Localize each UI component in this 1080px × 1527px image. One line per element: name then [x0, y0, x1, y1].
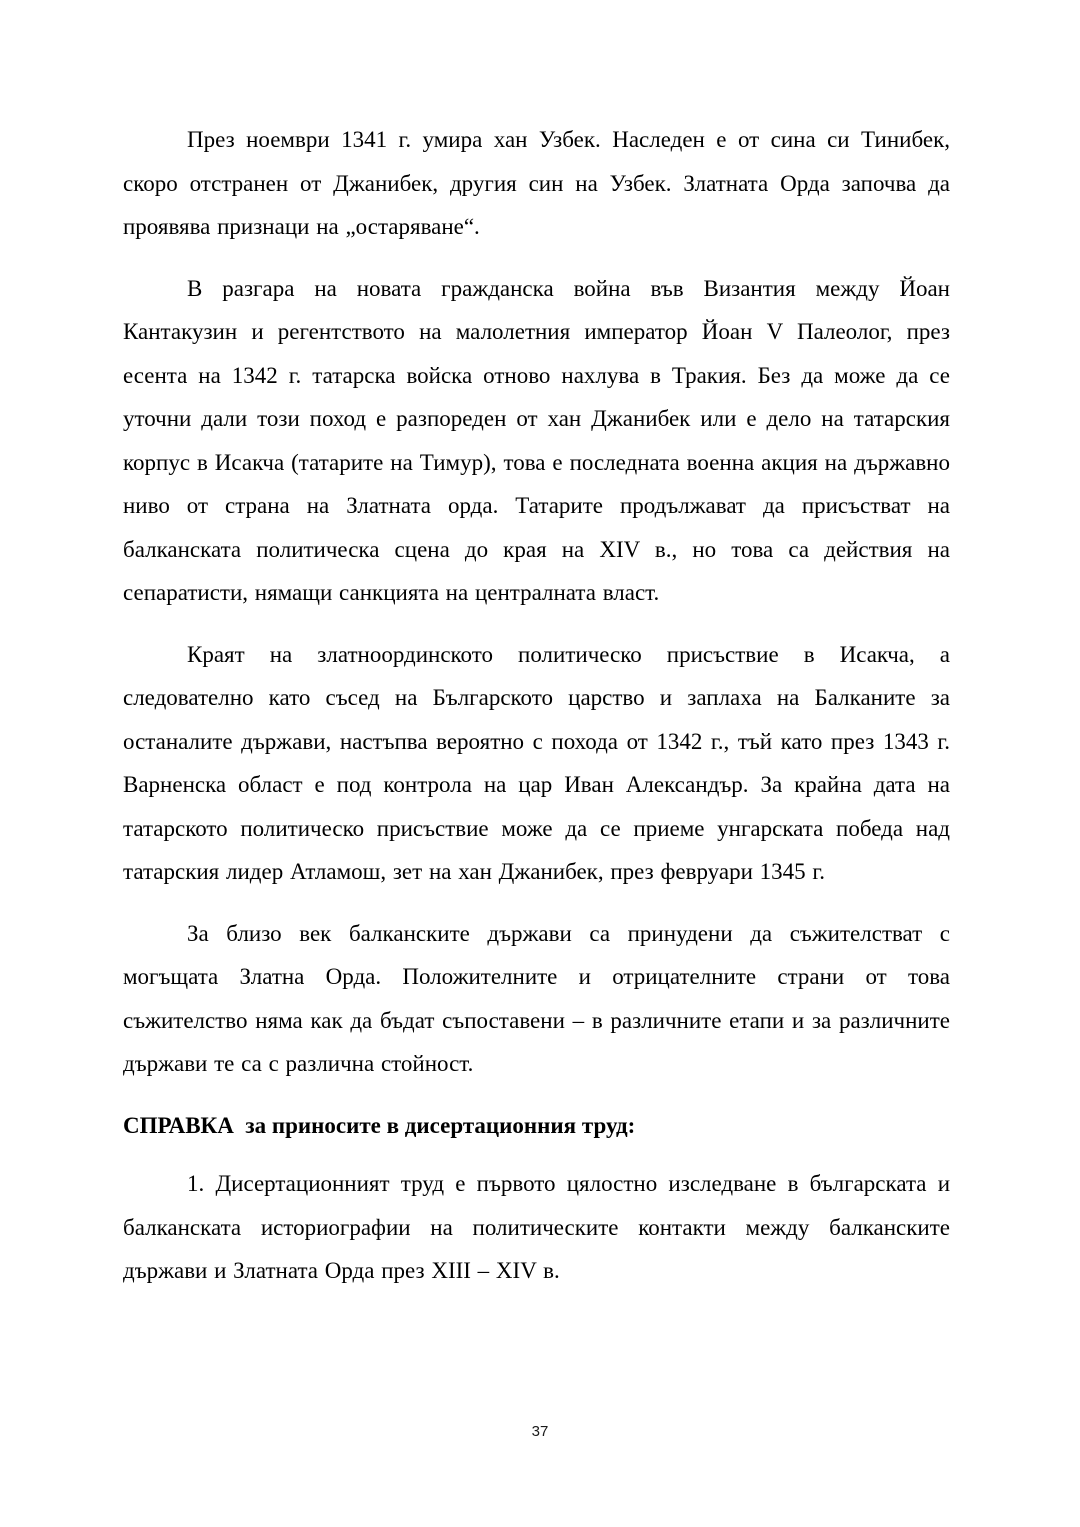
paragraph-byzantine-civil-war: В разгара на новата гражданска война във Византия между Йоан Кантакузин и регентството на малолетния император Йоан V Палеолог, през есента на 1342 г. татарска войска отново нахлува в Тракия. Без да може да се уточни дали този поход е разпореден от хан Джанибек или е дело на татарския корпус в Исакча (татарите на Тимур), това е последната военна акция на държавно ниво от страна на Златната орда. Татарите продължават да присъстват на балканската политическа сцена до края на XIV в., но това са действия на сепаратисти, нямащи санкцията на централната власт.: [123, 275, 950, 605]
paragraph-end-of-presence: Краят на златноординското политическо присъствие в Исакча, а следователно като съсед на Българското царство и заплаха на Балканите за останалите държави, настъпва вероятно с похода от 1342 г., тъй като през 1343 г. Варненска област е под контрола на цар Иван Александър. За крайна дата на татарското политическо присъствие може да се приеме унгарската победа над татарския лидер Атламош, зет на хан Джанибек, през февруари 1345 г.: [123, 641, 950, 884]
paragraph-uzbek-death: През ноември 1341 г. умира хан Узбек. Наследен е от сина си Тинибек, скоро отстранен от Джанибек, другия син на Узбек. Златната Орда започва да проявява признаци на „остаряване“.: [123, 127, 950, 239]
numbered-item-1: 1. Дисертационният труд е първото цялостно изследване в българската и балканската историографии на политическите контакти между балканските държави и Златната Орда през XIII – XIV в.: [123, 1171, 950, 1283]
paragraph-coexistence-summary: За близо век балканските държави са принудени да съжителстват с могъщата Златна Орда. Положителните и отрицателните страни от това съжителство няма как да бъдат съпоставени – в различните етапи и за различните държави те са с различна стойност.: [123, 920, 950, 1076]
page-number: 37: [531, 1423, 549, 1440]
section-heading-contributions: СПРАВКА за приносите в дисертационния труд:: [123, 1112, 636, 1138]
